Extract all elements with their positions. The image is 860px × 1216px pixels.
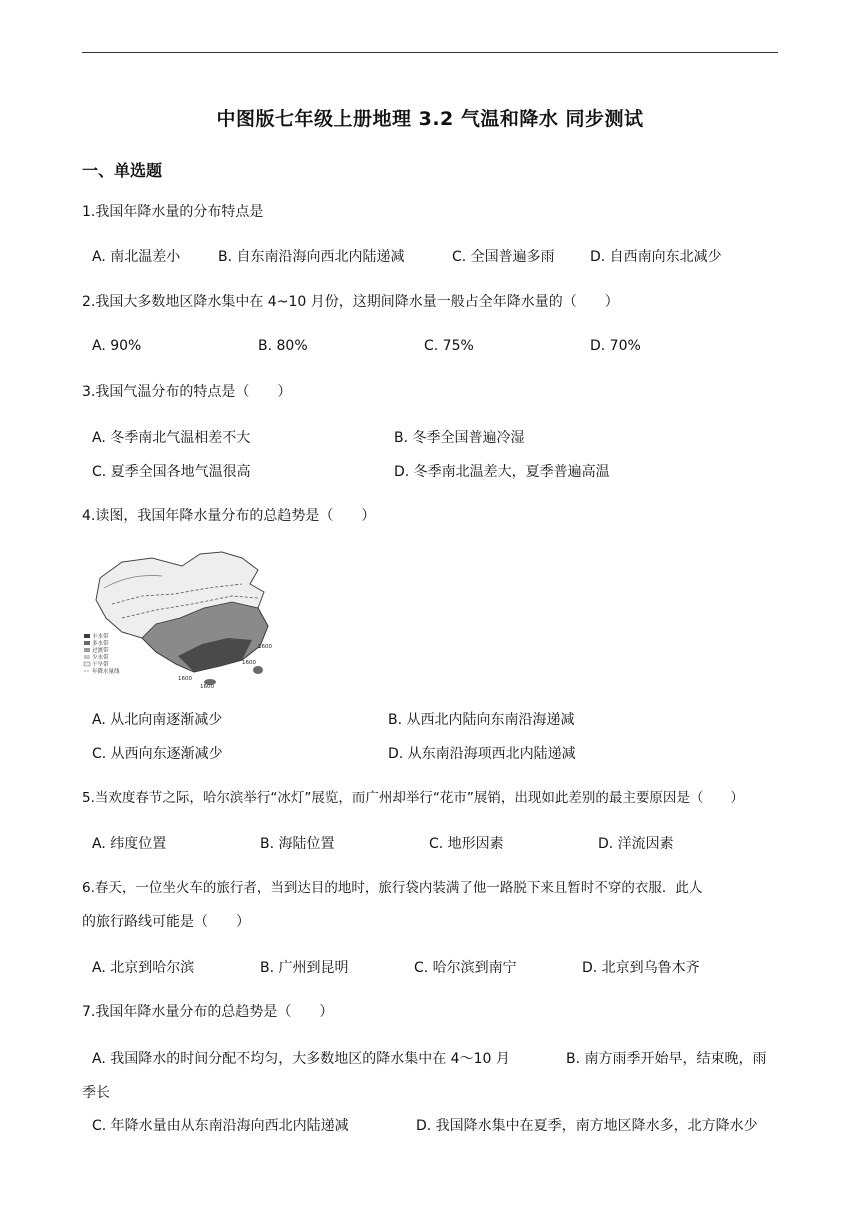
option-b[interactable]: B. 冬季全国普遍冷湿 [394,430,525,446]
option-b[interactable]: B. 南方雨季开始早，结束晚，雨 [566,1051,767,1067]
option-a[interactable]: A. 我国降水的时间分配不均匀，大多数地区的降水集中在 4～10 月 [92,1051,510,1067]
option-b[interactable]: B. 海陆位置 [260,836,335,852]
option-b[interactable]: B. 从西北内陆向东南沿海递减 [388,712,575,728]
option-d[interactable]: D. 冬季南北温差大，夏季普遍高温 [394,464,610,480]
option-d[interactable]: D. 70% [590,338,641,354]
question-7-options-row1 [92,1048,782,1072]
question-4-stem: 4.读图，我国年降水量分布的总趋势是（ ） [82,508,376,524]
legend-item: 多水带 [92,641,109,647]
page-title: 中图版七年级上册地理 3.2 气温和降水 同步测试 [216,108,644,130]
option-a[interactable]: A. 北京到哈尔滨 [92,960,195,976]
option-b[interactable]: B. 自东南沿海向西北内陆递减 [218,249,405,265]
option-d[interactable]: D. 我国降水集中在夏季，南方地区降水多，北方降水少 [416,1118,758,1134]
option-d[interactable]: D. 洋流因素 [598,836,674,852]
option-c[interactable]: C. 地形因素 [429,836,504,852]
option-c[interactable]: C. 75% [424,338,474,354]
question-7-option-b-continued [82,1082,772,1106]
legend-item: 少水带 [92,655,109,661]
option-c[interactable]: C. 夏季全国各地气温很高 [92,464,251,480]
question-3-options-row2 [92,461,782,485]
question-6-stem-line2: 的旅行路线可能是（ ） [82,914,250,930]
legend-item: 干旱带 [92,662,109,668]
option-c[interactable]: C. 从西向东逐渐减少 [92,746,223,762]
question-5-stem: 5.当欢度春节之际，哈尔滨举行“冰灯”展览，而广州却举行“花市”展销，出现如此差别的最主要原因是（ ） [82,790,744,806]
option-c[interactable]: C. 年降水量由从东南沿海向西北内陆递减 [92,1118,349,1134]
isoline-value: 1600 [258,644,272,650]
header-rule [82,52,778,53]
question-6-stem-line1: 6.春天，一位坐火车的旅行者，当到达目的地时，旅行袋内装满了他一路脱下来且暂时不穿的衣服．此人 [82,880,703,896]
option-c[interactable]: C. 哈尔滨到南宁 [414,960,517,976]
option-a[interactable]: A. 冬季南北气温相差不大 [92,430,251,446]
question-3-options-row1 [92,427,782,451]
question-2-options [92,338,782,362]
option-d[interactable]: D. 自西南向东北减少 [590,249,722,265]
question-1-options [92,246,782,270]
option-c[interactable]: C. 全国普遍多雨 [452,249,555,265]
legend-item: 过渡带 [92,648,109,654]
precipitation-map [82,548,292,690]
question-7-stem: 7.我国年降水量分布的总趋势是（ ） [82,1004,334,1020]
taiwan-shape [253,666,263,674]
option-b[interactable]: B. 广州到昆明 [260,960,349,976]
section-heading: 一、单选题 [82,161,163,180]
option-a[interactable]: A. 从北向南逐渐减少 [92,712,223,728]
question-4-options-row2 [92,743,782,767]
option-d[interactable]: D. 北京到乌鲁木齐 [582,960,700,976]
option-d[interactable]: D. 从东南沿海项西北内陆递减 [388,746,576,762]
question-1-stem: 1.我国年降水量的分布特点是 [82,204,264,220]
question-2-stem: 2.我国大多数地区降水集中在 4~10 月份，这期间降水量一般占全年降水量的（ ） [82,294,619,310]
legend-item: 丰水带 [92,634,109,640]
option-b[interactable]: B. 80% [258,338,308,354]
isoline-value: 1600 [242,660,256,666]
question-6-options [92,957,782,981]
option-a[interactable]: A. 南北温差小 [92,249,181,265]
question-5-options [92,833,782,857]
option-b-line2[interactable]: 季长 [82,1085,110,1101]
option-a[interactable]: A. 纬度位置 [92,836,167,852]
isoline-value: 1600 [200,684,214,690]
isoline-value: 1600 [178,676,192,682]
legend-item: 年降水量线 [92,669,120,675]
question-4-options-row1 [92,709,782,733]
question-3-stem: 3.我国气温分布的特点是（ ） [82,384,292,400]
question-7-options-row2 [92,1115,782,1139]
option-a[interactable]: A. 90% [92,338,142,354]
